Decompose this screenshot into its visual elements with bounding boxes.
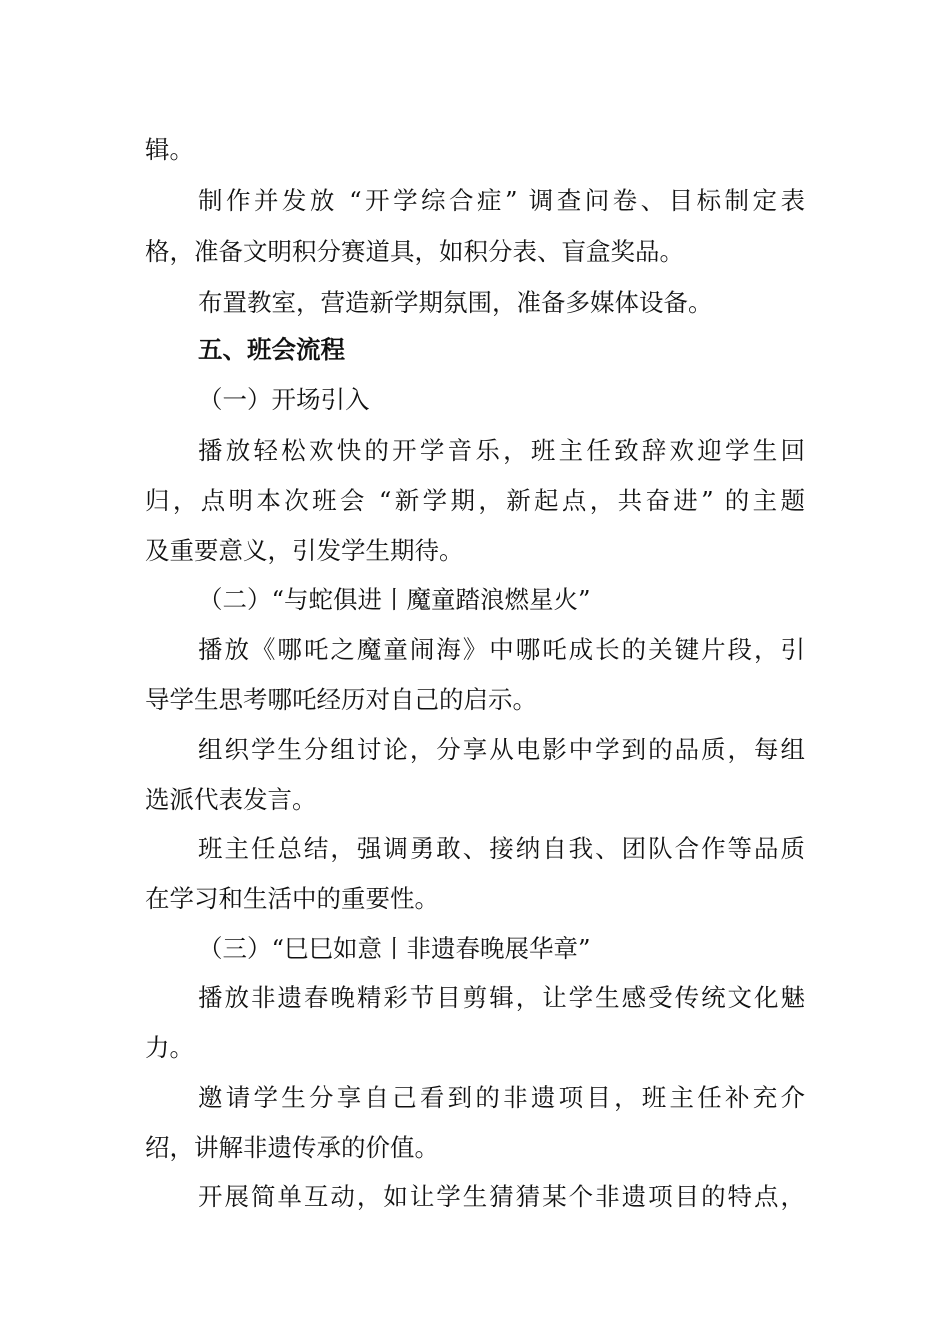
- paragraph-line: 辑。: [145, 135, 194, 164]
- paragraph-line: 开展简单互动，如让学生猜猜某个非遗项目的特点，: [198, 1182, 805, 1211]
- paragraph-line: 播放《哪吒之魔童闹海》中哪吒成长的关键片段，引: [198, 635, 805, 664]
- paragraph-line: 归，点明本次班会 “新学期，新起点，共奋进” 的主题: [145, 486, 805, 515]
- paragraph-line: 班主任总结，强调勇敢、接纳自我、团队合作等品质: [198, 834, 805, 863]
- paragraph-line: 选派代表发言。: [145, 785, 317, 814]
- subsection-heading: （三）“巳巳如意丨非遗春晚展华章”: [198, 934, 591, 963]
- paragraph-line: 邀请学生分享自己看到的非遗项目，班主任补充介: [198, 1083, 805, 1112]
- paragraph-line: 组织学生分组讨论，分享从电影中学到的品质，每组: [198, 735, 805, 764]
- paragraph-line: 制作并发放 “开学综合症” 调查问卷、目标制定表: [198, 186, 805, 215]
- paragraph-line: 导学生思考哪吒经历对自己的启示。: [145, 685, 537, 714]
- subsection-heading: （二）“与蛇俱进丨魔童踏浪燃星火”: [198, 585, 591, 614]
- section-heading: 五、班会流程: [198, 335, 345, 364]
- paragraph-line: 布置教室，营造新学期氛围，准备多媒体设备。: [198, 288, 713, 317]
- paragraph-line: 播放非遗春晚精彩节目剪辑，让学生感受传统文化魅: [198, 983, 805, 1012]
- paragraph-line: 及重要意义，引发学生期待。: [145, 536, 464, 565]
- paragraph-line: 播放轻松欢快的开学音乐，班主任致辞欢迎学生回: [198, 436, 805, 465]
- paragraph-line: 力。: [145, 1033, 194, 1062]
- subsection-heading: （一）开场引入: [198, 385, 370, 414]
- paragraph-line: 绍，讲解非遗传承的价值。: [145, 1133, 439, 1162]
- paragraph-line: 格，准备文明积分赛道具，如积分表、盲盒奖品。: [145, 237, 684, 266]
- paragraph-line: 在学习和生活中的重要性。: [145, 884, 439, 913]
